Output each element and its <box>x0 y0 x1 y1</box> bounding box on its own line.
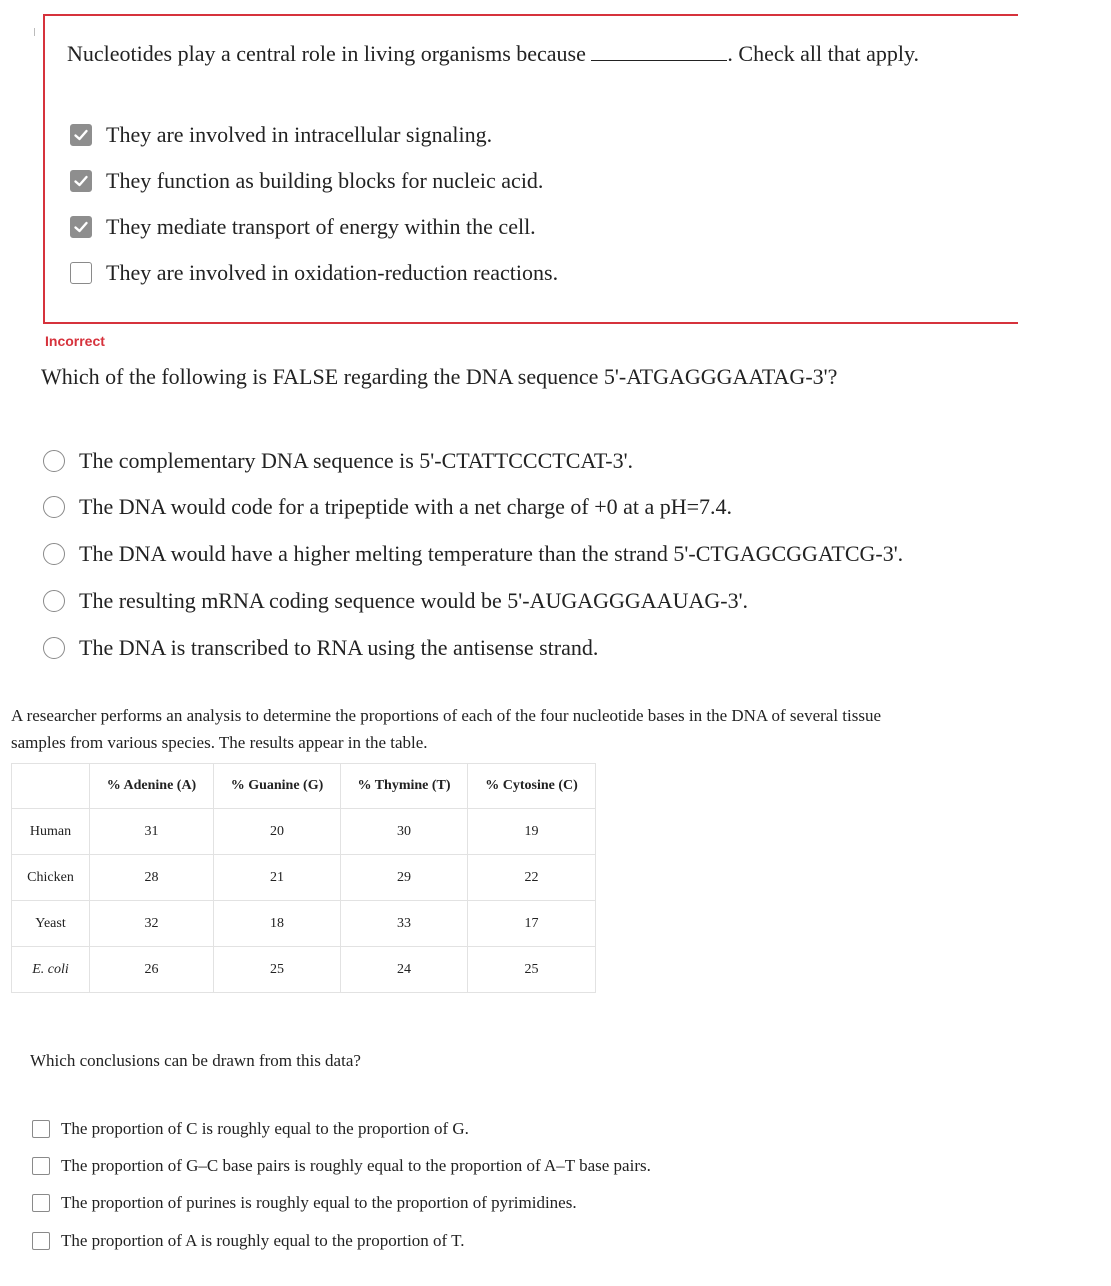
nucleotide-table <box>11 763 596 993</box>
q1-option-3[interactable] <box>70 214 536 240</box>
q1-option-label: They are involved in intracellular signaling. <box>106 122 493 147</box>
q3-option-2[interactable] <box>32 1156 651 1176</box>
table-header-cell: % Guanine (G) <box>214 764 341 809</box>
table-header-cell: % Adenine (A) <box>90 764 214 809</box>
radio-button[interactable] <box>43 590 65 612</box>
q3-option-1[interactable] <box>32 1119 469 1139</box>
table-row <box>12 947 596 993</box>
checkbox-unchecked[interactable] <box>32 1194 50 1212</box>
margin-tick <box>34 28 35 36</box>
value-cell: 25 <box>468 947 596 993</box>
q2-option-3[interactable] <box>43 541 903 567</box>
value-cell: 29 <box>341 855 468 901</box>
value-cell: 24 <box>341 947 468 993</box>
value-cell: 32 <box>90 901 214 947</box>
checkbox-unchecked[interactable] <box>32 1157 50 1175</box>
q3-option-3[interactable] <box>32 1193 577 1213</box>
checkbox-checked[interactable] <box>70 124 92 146</box>
value-cell: 21 <box>214 855 341 901</box>
q2-option-2[interactable] <box>43 494 732 520</box>
value-cell: 31 <box>90 809 214 855</box>
q2-option-label: The DNA would have a higher melting temperature than the strand 5'-CTGAGCGGATCG-3'. <box>79 541 904 566</box>
q2-option-5[interactable] <box>43 635 598 661</box>
value-cell: 28 <box>90 855 214 901</box>
table-row <box>12 901 596 947</box>
answer-blank <box>591 40 727 61</box>
intro-line-1: A researcher performs an analysis to determine the proportions of each of the four nucleotide bases in the DNA of several tissue <box>11 706 882 725</box>
species-cell: E. coli <box>12 947 90 993</box>
question-1-prompt-suffix: . Check all that apply. <box>727 41 920 66</box>
q2-option-4[interactable] <box>43 588 748 614</box>
checkbox-unchecked[interactable] <box>32 1120 50 1138</box>
table-header-cell <box>12 764 90 809</box>
table-header-cell: % Cytosine (C) <box>468 764 596 809</box>
question-1-prompt <box>67 40 919 67</box>
table-row <box>12 855 596 901</box>
answer-status: Incorrect <box>45 333 105 349</box>
q3-option-label: The proportion of G–C base pairs is roughly equal to the proportion of A–T base pairs. <box>61 1156 651 1175</box>
radio-button[interactable] <box>43 496 65 518</box>
question-3-prompt: Which conclusions can be drawn from this data? <box>30 1051 361 1070</box>
radio-button[interactable] <box>43 637 65 659</box>
q2-option-label: The DNA would code for a tripeptide with a net charge of +0 at a pH=7.4. <box>79 494 733 519</box>
value-cell: 20 <box>214 809 341 855</box>
radio-button[interactable] <box>43 450 65 472</box>
q1-option-2[interactable] <box>70 168 543 194</box>
checkbox-unchecked[interactable] <box>32 1232 50 1250</box>
question-1-prompt-text: Nucleotides play a central role in living organisms because <box>67 41 586 66</box>
value-cell: 18 <box>214 901 341 947</box>
table-row <box>12 809 596 855</box>
check-icon <box>73 127 89 143</box>
q2-option-label: The complementary DNA sequence is 5'-CTATTCCCTCAT-3'. <box>79 448 634 473</box>
value-cell: 25 <box>214 947 341 993</box>
table-header-row <box>12 764 596 809</box>
q3-option-4[interactable] <box>32 1231 465 1251</box>
q1-option-4[interactable] <box>70 260 558 286</box>
species-cell: Yeast <box>12 901 90 947</box>
radio-button[interactable] <box>43 543 65 565</box>
q1-option-label: They mediate transport of energy within the cell. <box>106 214 536 239</box>
question-1-card <box>43 14 1018 324</box>
q3-option-label: The proportion of purines is roughly equal to the proportion of pyrimidines. <box>61 1193 577 1212</box>
value-cell: 33 <box>341 901 468 947</box>
q2-option-label: The DNA is transcribed to RNA using the antisense strand. <box>79 635 599 660</box>
q2-option-1[interactable] <box>43 448 633 474</box>
species-cell: Human <box>12 809 90 855</box>
check-icon <box>73 219 89 235</box>
check-icon <box>73 173 89 189</box>
q3-option-label: The proportion of A is roughly equal to the proportion of T. <box>61 1231 465 1250</box>
value-cell: 22 <box>468 855 596 901</box>
checkbox-checked[interactable] <box>70 170 92 192</box>
question-2-prompt: Which of the following is FALSE regarding the DNA sequence 5'-ATGAGGGAATAG-3'? <box>41 364 838 389</box>
q1-option-label: They function as building blocks for nucleic acid. <box>106 168 544 193</box>
checkbox-checked[interactable] <box>70 216 92 238</box>
value-cell: 30 <box>341 809 468 855</box>
q1-option-label: They are involved in oxidation-reduction reactions. <box>106 260 559 285</box>
checkbox-unchecked[interactable] <box>70 262 92 284</box>
table-header-cell: % Thymine (T) <box>341 764 468 809</box>
q2-option-label: The resulting mRNA coding sequence would be 5'-AUGAGGGAAUAG-3'. <box>79 588 749 613</box>
q3-option-label: The proportion of C is roughly equal to the proportion of G. <box>61 1119 469 1138</box>
value-cell: 26 <box>90 947 214 993</box>
question-3-intro <box>11 702 1011 756</box>
species-cell: Chicken <box>12 855 90 901</box>
value-cell: 17 <box>468 901 596 947</box>
intro-line-2: samples from various species. The results appear in the table. <box>11 733 428 752</box>
q1-option-1[interactable] <box>70 122 492 148</box>
value-cell: 19 <box>468 809 596 855</box>
